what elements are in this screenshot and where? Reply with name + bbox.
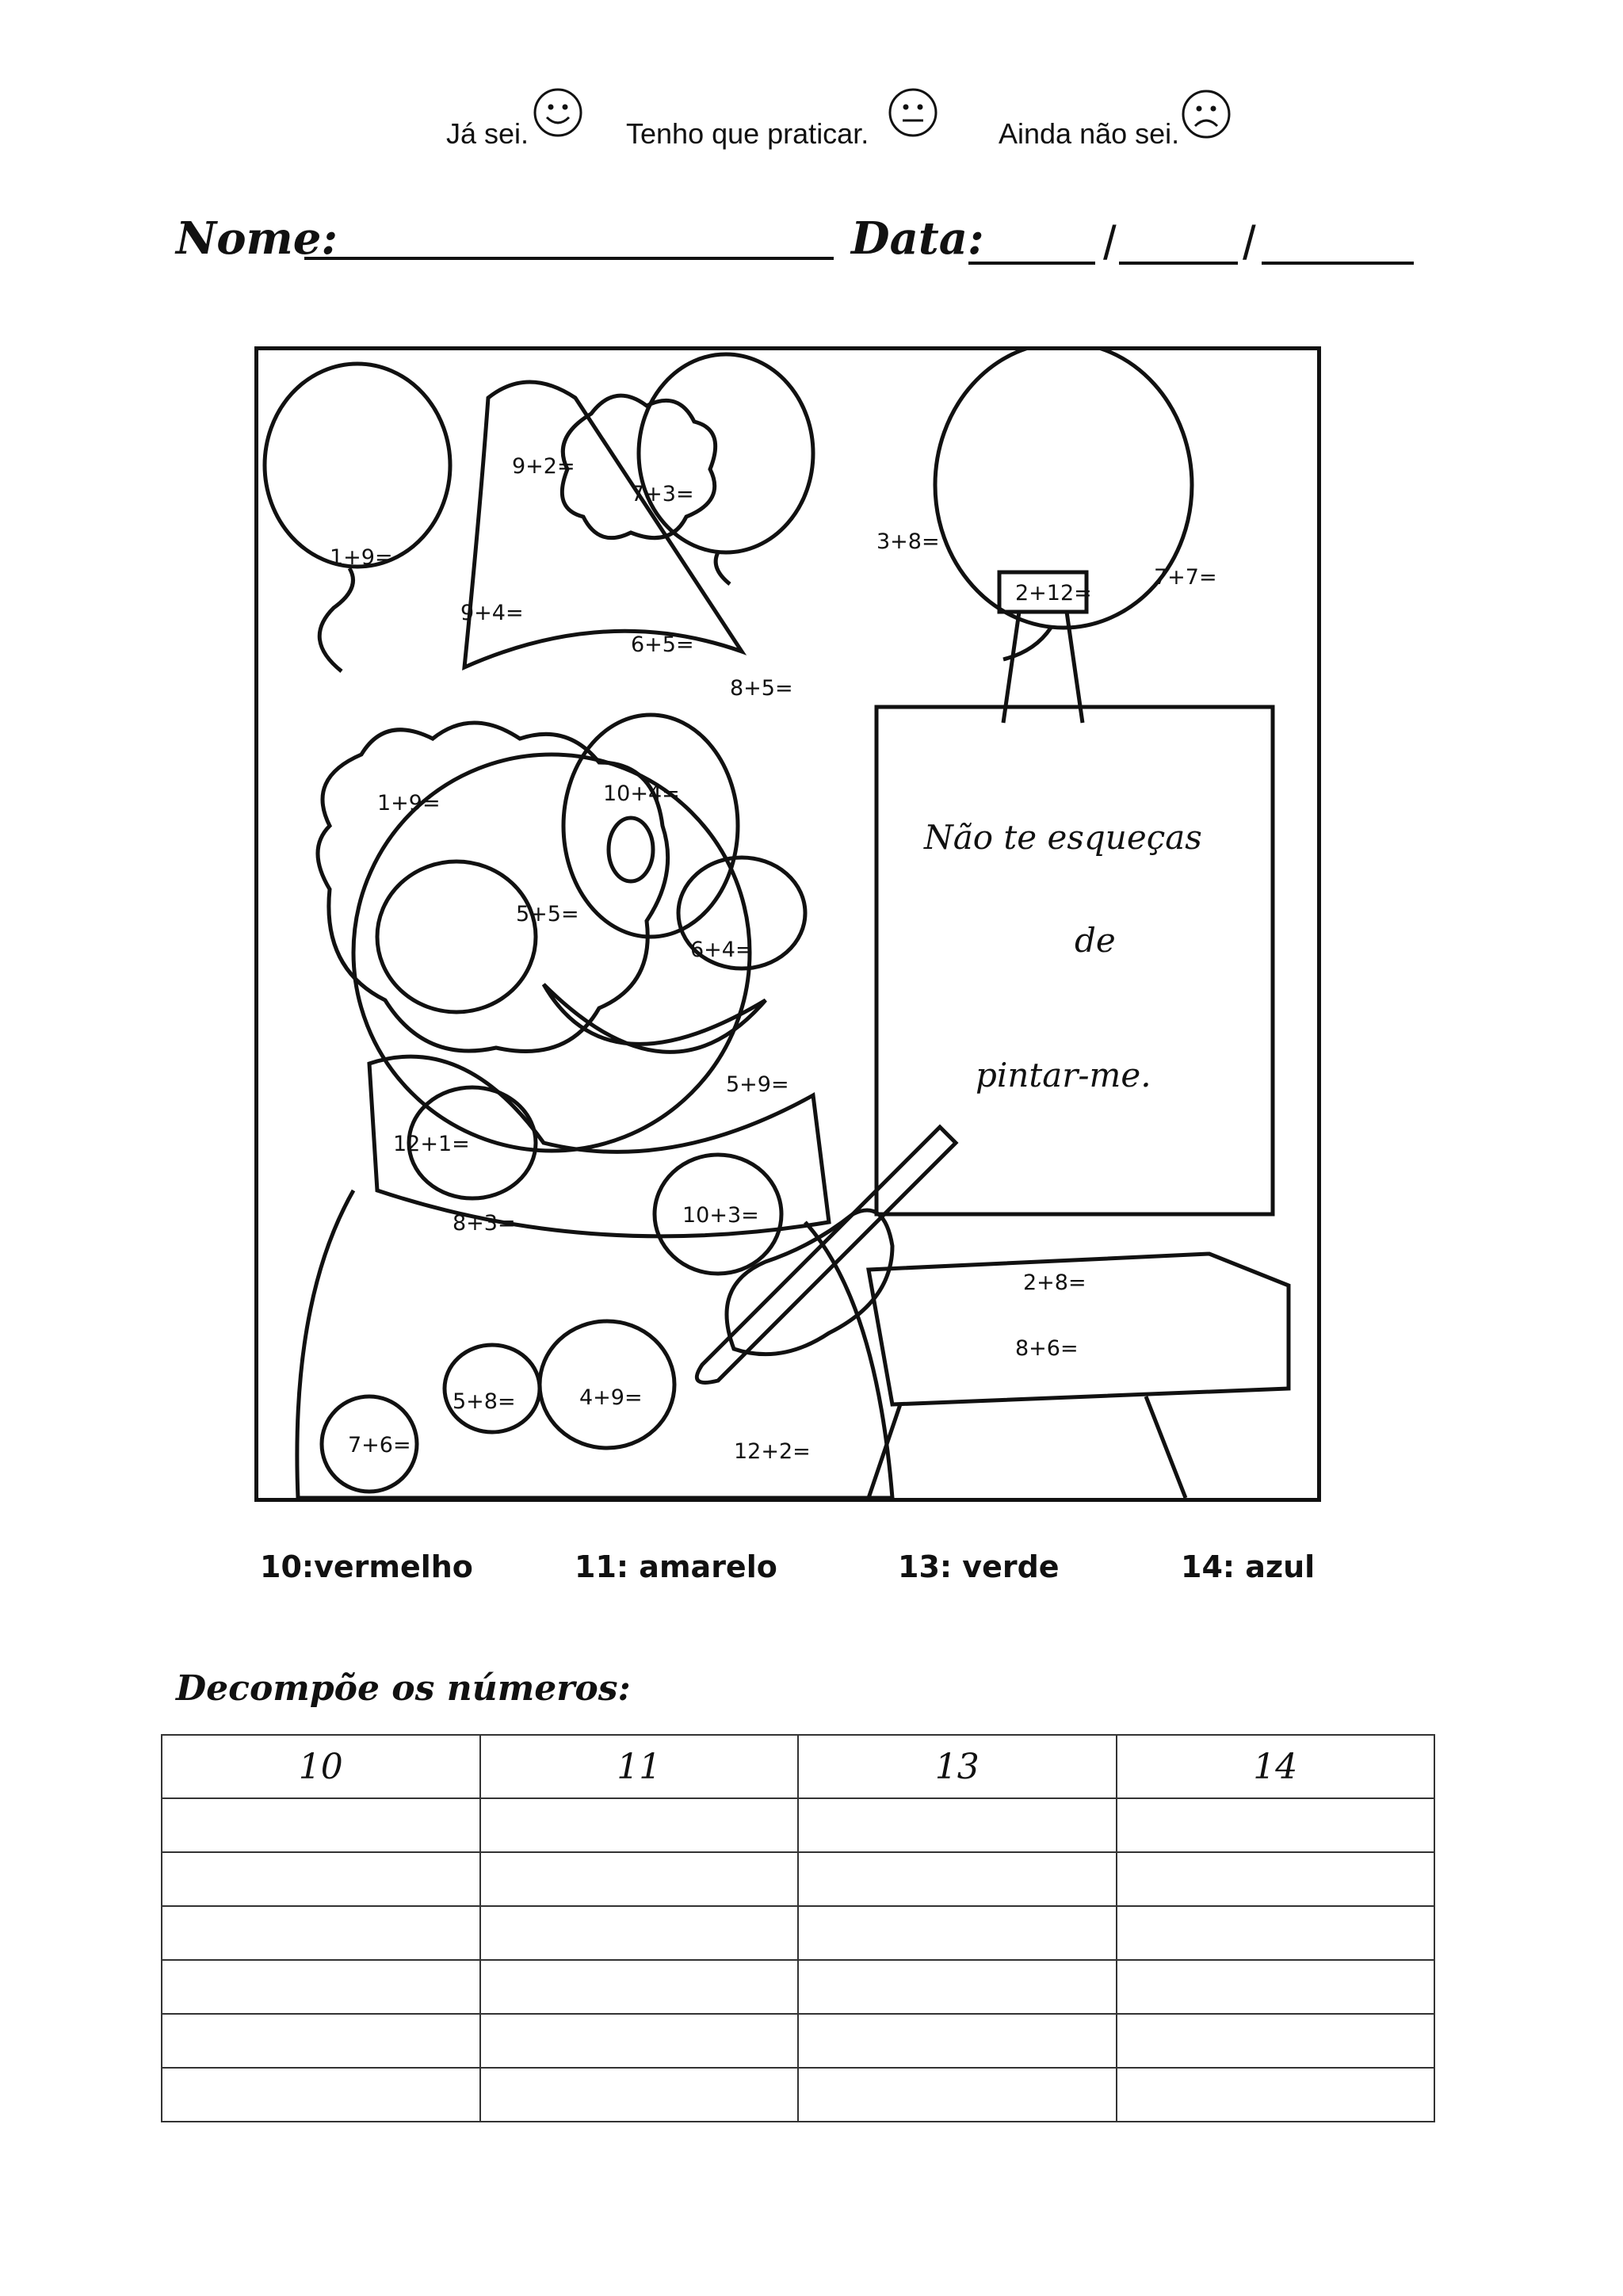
legend-13: 13: verde: [898, 1549, 1060, 1584]
answer-cell[interactable]: [798, 1852, 1117, 1906]
body-spot-3: [540, 1321, 674, 1448]
smiley-sad-icon: [1181, 89, 1232, 139]
sum-label: 10+3=: [682, 1203, 759, 1228]
sum-label: 9+2=: [512, 454, 575, 479]
name-label: Nome:: [176, 212, 338, 265]
board-text-line-3: pintar-me.: [976, 1056, 1151, 1095]
sum-label: 5+9=: [726, 1072, 789, 1097]
table-row: [162, 2014, 1434, 2068]
body-spot-5: [445, 1345, 540, 1432]
board-text-line-1: Não te esqueças: [924, 818, 1202, 857]
sum-label: 5+8=: [453, 1389, 516, 1414]
answer-cell[interactable]: [1117, 1906, 1435, 1960]
table-row: [162, 1798, 1434, 1852]
answer-cell[interactable]: [1117, 1852, 1435, 1906]
sum-label: 1+9=: [377, 791, 441, 816]
date-slash-1: /: [1103, 216, 1117, 269]
decompose-table: [161, 1734, 1435, 2122]
sum-label: 2+8=: [1023, 1270, 1086, 1295]
board-text-line-2: de: [1075, 921, 1116, 960]
eval-not-yet-label: Ainda não sei.: [999, 117, 1180, 150]
answer-cell[interactable]: [798, 1906, 1117, 1960]
answer-cell[interactable]: [1117, 2068, 1435, 2122]
table-row: [162, 1906, 1434, 1960]
sum-label: 6+5=: [631, 632, 694, 657]
answer-cell[interactable]: [798, 1798, 1117, 1852]
answer-cell[interactable]: [798, 1960, 1117, 2014]
answer-cell[interactable]: [1117, 1798, 1435, 1852]
eval-practice-label: Tenho que praticar.: [626, 117, 869, 150]
sum-label: 7+7=: [1154, 565, 1217, 590]
answer-cell[interactable]: [1117, 2014, 1435, 2068]
answer-cell[interactable]: [162, 2014, 480, 2068]
answer-cell[interactable]: [162, 1798, 480, 1852]
answer-cell[interactable]: [162, 2068, 480, 2122]
easel-board: [876, 707, 1273, 1214]
date-year-line[interactable]: [1262, 262, 1414, 265]
table-row: [162, 1960, 1434, 2014]
sum-label: 12+1=: [393, 1132, 470, 1156]
clown-drawing: [258, 350, 1317, 1498]
clown-mouth: [544, 984, 766, 1052]
sum-label: 6+4=: [690, 938, 754, 962]
crayon: [697, 1127, 956, 1383]
date-day-line[interactable]: [968, 262, 1095, 265]
legend-14: 14: azul: [1181, 1549, 1316, 1584]
answer-cell[interactable]: [480, 1906, 799, 1960]
sum-label: 7+6=: [348, 1433, 411, 1457]
sum-label: 8+5=: [730, 676, 793, 701]
answer-cell[interactable]: [162, 1906, 480, 1960]
column-header-11: 11: [480, 1735, 799, 1798]
answer-cell[interactable]: [480, 1960, 799, 2014]
column-header-14: 14: [1117, 1735, 1435, 1798]
answer-cell[interactable]: [798, 2068, 1117, 2122]
sum-label: 5+5=: [516, 902, 579, 926]
answer-cell[interactable]: [162, 1852, 480, 1906]
answer-cell[interactable]: [480, 2014, 799, 2068]
sum-label: 3+8=: [876, 529, 940, 554]
column-header-10: 10: [162, 1735, 480, 1798]
answer-cell[interactable]: [162, 1960, 480, 2014]
sum-label: 1+9=: [330, 545, 393, 570]
answer-cell[interactable]: [798, 2014, 1117, 2068]
legend-10: 10:vermelho: [260, 1549, 473, 1584]
coloring-picture: [254, 346, 1321, 1502]
sum-label: 10+4=: [603, 781, 680, 806]
clown-eye-patch: [563, 715, 738, 937]
answer-cell[interactable]: [480, 1852, 799, 1906]
table-row: [162, 2068, 1434, 2122]
sum-label: 12+2=: [734, 1439, 811, 1464]
clown-eye: [609, 818, 653, 881]
smiley-neutral-icon: [888, 87, 938, 138]
sum-label: 8+3=: [453, 1211, 516, 1236]
eval-know-label: Já sei.: [446, 117, 529, 150]
column-header-13: 13: [798, 1735, 1117, 1798]
decompose-title: Decompõe os números:: [176, 1668, 631, 1709]
sum-label: 7+3=: [631, 482, 694, 506]
clown-cheek: [377, 861, 536, 1012]
sum-label: 9+4=: [460, 601, 524, 625]
date-label: Data:: [851, 212, 984, 265]
balloon-center: [639, 354, 813, 552]
date-slash-2: /: [1243, 216, 1256, 269]
date-month-line[interactable]: [1119, 262, 1238, 265]
name-line[interactable]: [304, 257, 834, 260]
answer-cell[interactable]: [480, 1798, 799, 1852]
legend-11: 11: amarelo: [575, 1549, 777, 1584]
table-row: [162, 1852, 1434, 1906]
answer-cell[interactable]: [1117, 1960, 1435, 2014]
sum-label: 4+9=: [579, 1385, 643, 1410]
answer-cell[interactable]: [480, 2068, 799, 2122]
sum-label: 8+6=: [1015, 1336, 1079, 1361]
balloon-left: [265, 364, 450, 567]
smiley-happy-icon: [533, 87, 583, 138]
sum-label: 2+12=: [1015, 581, 1092, 606]
